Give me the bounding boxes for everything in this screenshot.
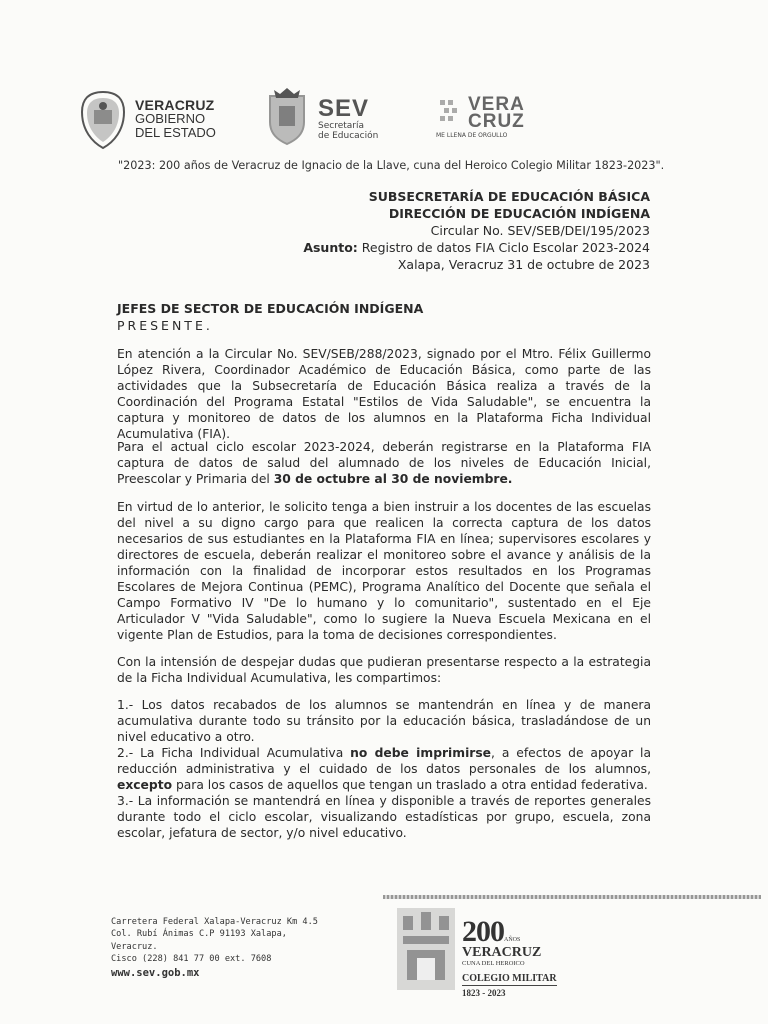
list-item-2 bbox=[117, 745, 651, 793]
registration-period: 30 de octubre al 30 de noviembre. bbox=[273, 472, 513, 486]
commemorative-motto: "2023: 200 años de Veracruz de Ignacio de la Llave, cuna del Heroico Colegio Militar 1823-2023". bbox=[118, 159, 665, 172]
brand-tagline: ME LLENA DE ORGULLO bbox=[436, 132, 508, 139]
sev-wordmark bbox=[318, 97, 378, 141]
website-link[interactable]: www.sev.gob.mx bbox=[111, 966, 200, 979]
notes-list bbox=[117, 697, 651, 841]
paragraph-2-text: Para el actual ciclo escolar 2023-2024, deberán registrarse en la Plataforma FIA captura de datos de salud del alumnado de los niveles de Educación Inicial, Preescolar y Primaria del bbox=[117, 440, 651, 486]
addressee-block bbox=[117, 300, 423, 334]
paragraph-4 bbox=[117, 654, 651, 686]
veracruz-brand-logo bbox=[436, 94, 525, 139]
address-line-2: Col. Rubí Ánimas C.P 91193 Xalapa, Veracruz. bbox=[111, 929, 287, 952]
decorative-strip bbox=[383, 895, 761, 899]
footer-address bbox=[111, 916, 331, 979]
list-item-3: 3.- La información se mantendrá en línea y disponible a través de reportes generales durante todo el ciclo escolar, visualizando estadísticas por grupo, escuela, zona escolar, jefatura de sector, y/o nivel educativo. bbox=[117, 794, 651, 840]
place-date: Xalapa, Veracruz 31 de octubre de 2023 bbox=[397, 257, 650, 272]
item2-text-a: 2.- La Ficha Individual Acumulativa bbox=[117, 746, 351, 760]
sev-line1: Secretaría bbox=[318, 121, 364, 131]
paragraph-3-text: En virtud de lo anterior, le solicito tenga a bien instruir a los docentes de las escuelas del nivel a su digno cargo para que realicen la correcta captura de los datos necesarios de sus estudiantes en la Plataforma FIA en línea; supervisores escolares y directores de escuela, deberán realizar el monitoreo sobre el avance y análisis de la información con la finalidad de incorporar estos resultados en los Programas Escolares de Mejora Continua (PEMC), Programa Analítico del Docente que señala el Campo Formativo IV "De lo humano y lo comunitario", sustentado en el Eje Articulador V "Vida Saludable", como lo sugiere la Nueva Escuela Mexicana en el vigente Plan de Estudios, para la toma de decisiones correspondientes. bbox=[117, 500, 651, 642]
gov-line3: DEL ESTADO bbox=[135, 125, 216, 140]
recipient: JEFES DE SECTOR DE EDUCACIÓN INDÍGENA bbox=[117, 301, 424, 316]
paragraph-1 bbox=[117, 346, 651, 442]
veracruz-coat-of-arms-logo bbox=[78, 90, 128, 154]
office-direccion: DIRECCIÓN DE EDUCACIÓN INDÍGENA bbox=[388, 206, 650, 221]
paragraph-1-text: En atención a la Circular No. SEV/SEB/288/2023, signado por el Mtro. Félix Guillermo López Rivera, Coordinador Académico de Educación Básica, como parte de las actividades que la Subsecretaría de Educación Básica realiza a través de la Coordinación del Programa Estatal "Estilos de Vida Saludable", se encuentra la captura y monitoreo de datos de los alumnos en la Plataforma Ficha Individual Acumulativa (FIA). bbox=[117, 347, 651, 441]
paragraph-2 bbox=[117, 439, 651, 487]
anniv-cuna: CUNA DEL HEROICO bbox=[462, 960, 525, 967]
pattern-icon bbox=[438, 98, 462, 128]
anniv-state: VERACRUZ bbox=[462, 945, 542, 960]
address-line-1: Carretera Federal Xalapa-Veracruz Km 4.5 bbox=[111, 917, 318, 927]
sev-line2: de Educación bbox=[318, 131, 379, 141]
phone: Cisco (228) 841 77 00 ext. 7608 bbox=[111, 954, 272, 965]
paragraph-3 bbox=[117, 499, 651, 643]
list-item-1: 1.- Los datos recabados de los alumnos se mantendrán en línea y de manera acumulativa durante todo su tránsito por la educación básica, trasladándose de un nivel educativo a otro. bbox=[117, 698, 651, 744]
anniv-number: 200 bbox=[462, 915, 504, 948]
anniv-colegio: COLEGIO MILITAR bbox=[462, 973, 557, 984]
subject-text: Registro de datos FIA Ciclo Escolar 2023-2024 bbox=[357, 240, 650, 255]
brand-line2: CRUZ bbox=[468, 111, 525, 132]
subject-line bbox=[303, 239, 650, 256]
paragraph-4-text: Con la intensión de despejar dudas que pudieran presentarse respecto a la estrategia de la Ficha Individual Acumulativa, les compartimos: bbox=[117, 655, 651, 685]
sev-title: SEV bbox=[318, 95, 370, 122]
subject-label: Asunto: bbox=[303, 240, 358, 255]
item2-text-c: , a efectos de apoyar la reducción administrativa y el cuidado de los datos personales de los alumnos, bbox=[117, 746, 651, 776]
item2-except: excepto bbox=[117, 778, 173, 792]
brand-line1: VERA bbox=[468, 94, 525, 115]
greeting: PRESENTE. bbox=[117, 318, 213, 333]
office-subsecretaria: SUBSECRETARÍA DE EDUCACIÓN BÁSICA bbox=[368, 189, 650, 204]
circular-number: Circular No. SEV/SEB/DEI/195/2023 bbox=[430, 223, 650, 238]
item2-no-print: no debe imprimirse bbox=[350, 746, 492, 760]
anniv-years: 1823 - 2023 bbox=[462, 988, 506, 998]
colegio-militar-seal-icon bbox=[395, 906, 457, 996]
gov-line2: GOBIERNO bbox=[135, 111, 206, 126]
letter-heading bbox=[303, 188, 650, 273]
anniversary-badge bbox=[462, 915, 557, 998]
veracruz-government-wordmark bbox=[135, 98, 216, 140]
gov-line1: VERACRUZ bbox=[135, 97, 215, 113]
sev-shield-icon bbox=[264, 88, 310, 150]
item2-text-d: para los casos de aquellos que tengan un traslado a otra entidad federativa. bbox=[172, 778, 648, 792]
anniv-anos: AÑOS bbox=[504, 937, 521, 943]
